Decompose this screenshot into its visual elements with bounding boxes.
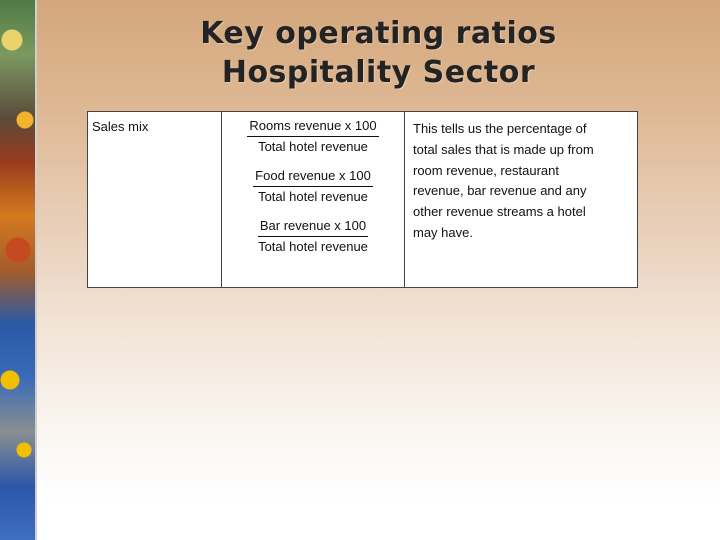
ratio-table [87, 111, 638, 288]
description-cell [405, 112, 637, 287]
description-line: may have. [413, 224, 473, 240]
title-line-1: Key operating ratios [200, 16, 557, 51]
description-line: revenue, bar revenue and any [413, 183, 587, 199]
formula-numerator: Food revenue x 100 [253, 168, 373, 187]
formula-denominator: Total hotel revenue [258, 139, 368, 154]
formula-denominator: Total hotel revenue [258, 239, 368, 254]
title-line-2: Hospitality Sector [221, 55, 536, 90]
description-line: total sales that is made up from [413, 141, 594, 157]
description-line: other revenue streams a hotel [413, 204, 586, 220]
formula-rooms [222, 118, 404, 156]
decorative-side-image [0, 0, 37, 540]
description-line: This tells us the percentage of [413, 121, 587, 136]
slide-title [37, 14, 720, 92]
description-line: room revenue, restaurant [413, 162, 559, 178]
formula-denominator: Total hotel revenue [258, 189, 368, 204]
formula-numerator: Bar revenue x 100 [258, 218, 368, 237]
formula-numerator: Rooms revenue x 100 [247, 118, 378, 137]
formula-bar [222, 218, 404, 256]
formula-food [222, 168, 404, 206]
formula-cell [222, 112, 405, 287]
ratio-name-cell [88, 112, 222, 287]
ratio-name: Sales mix [92, 119, 149, 134]
